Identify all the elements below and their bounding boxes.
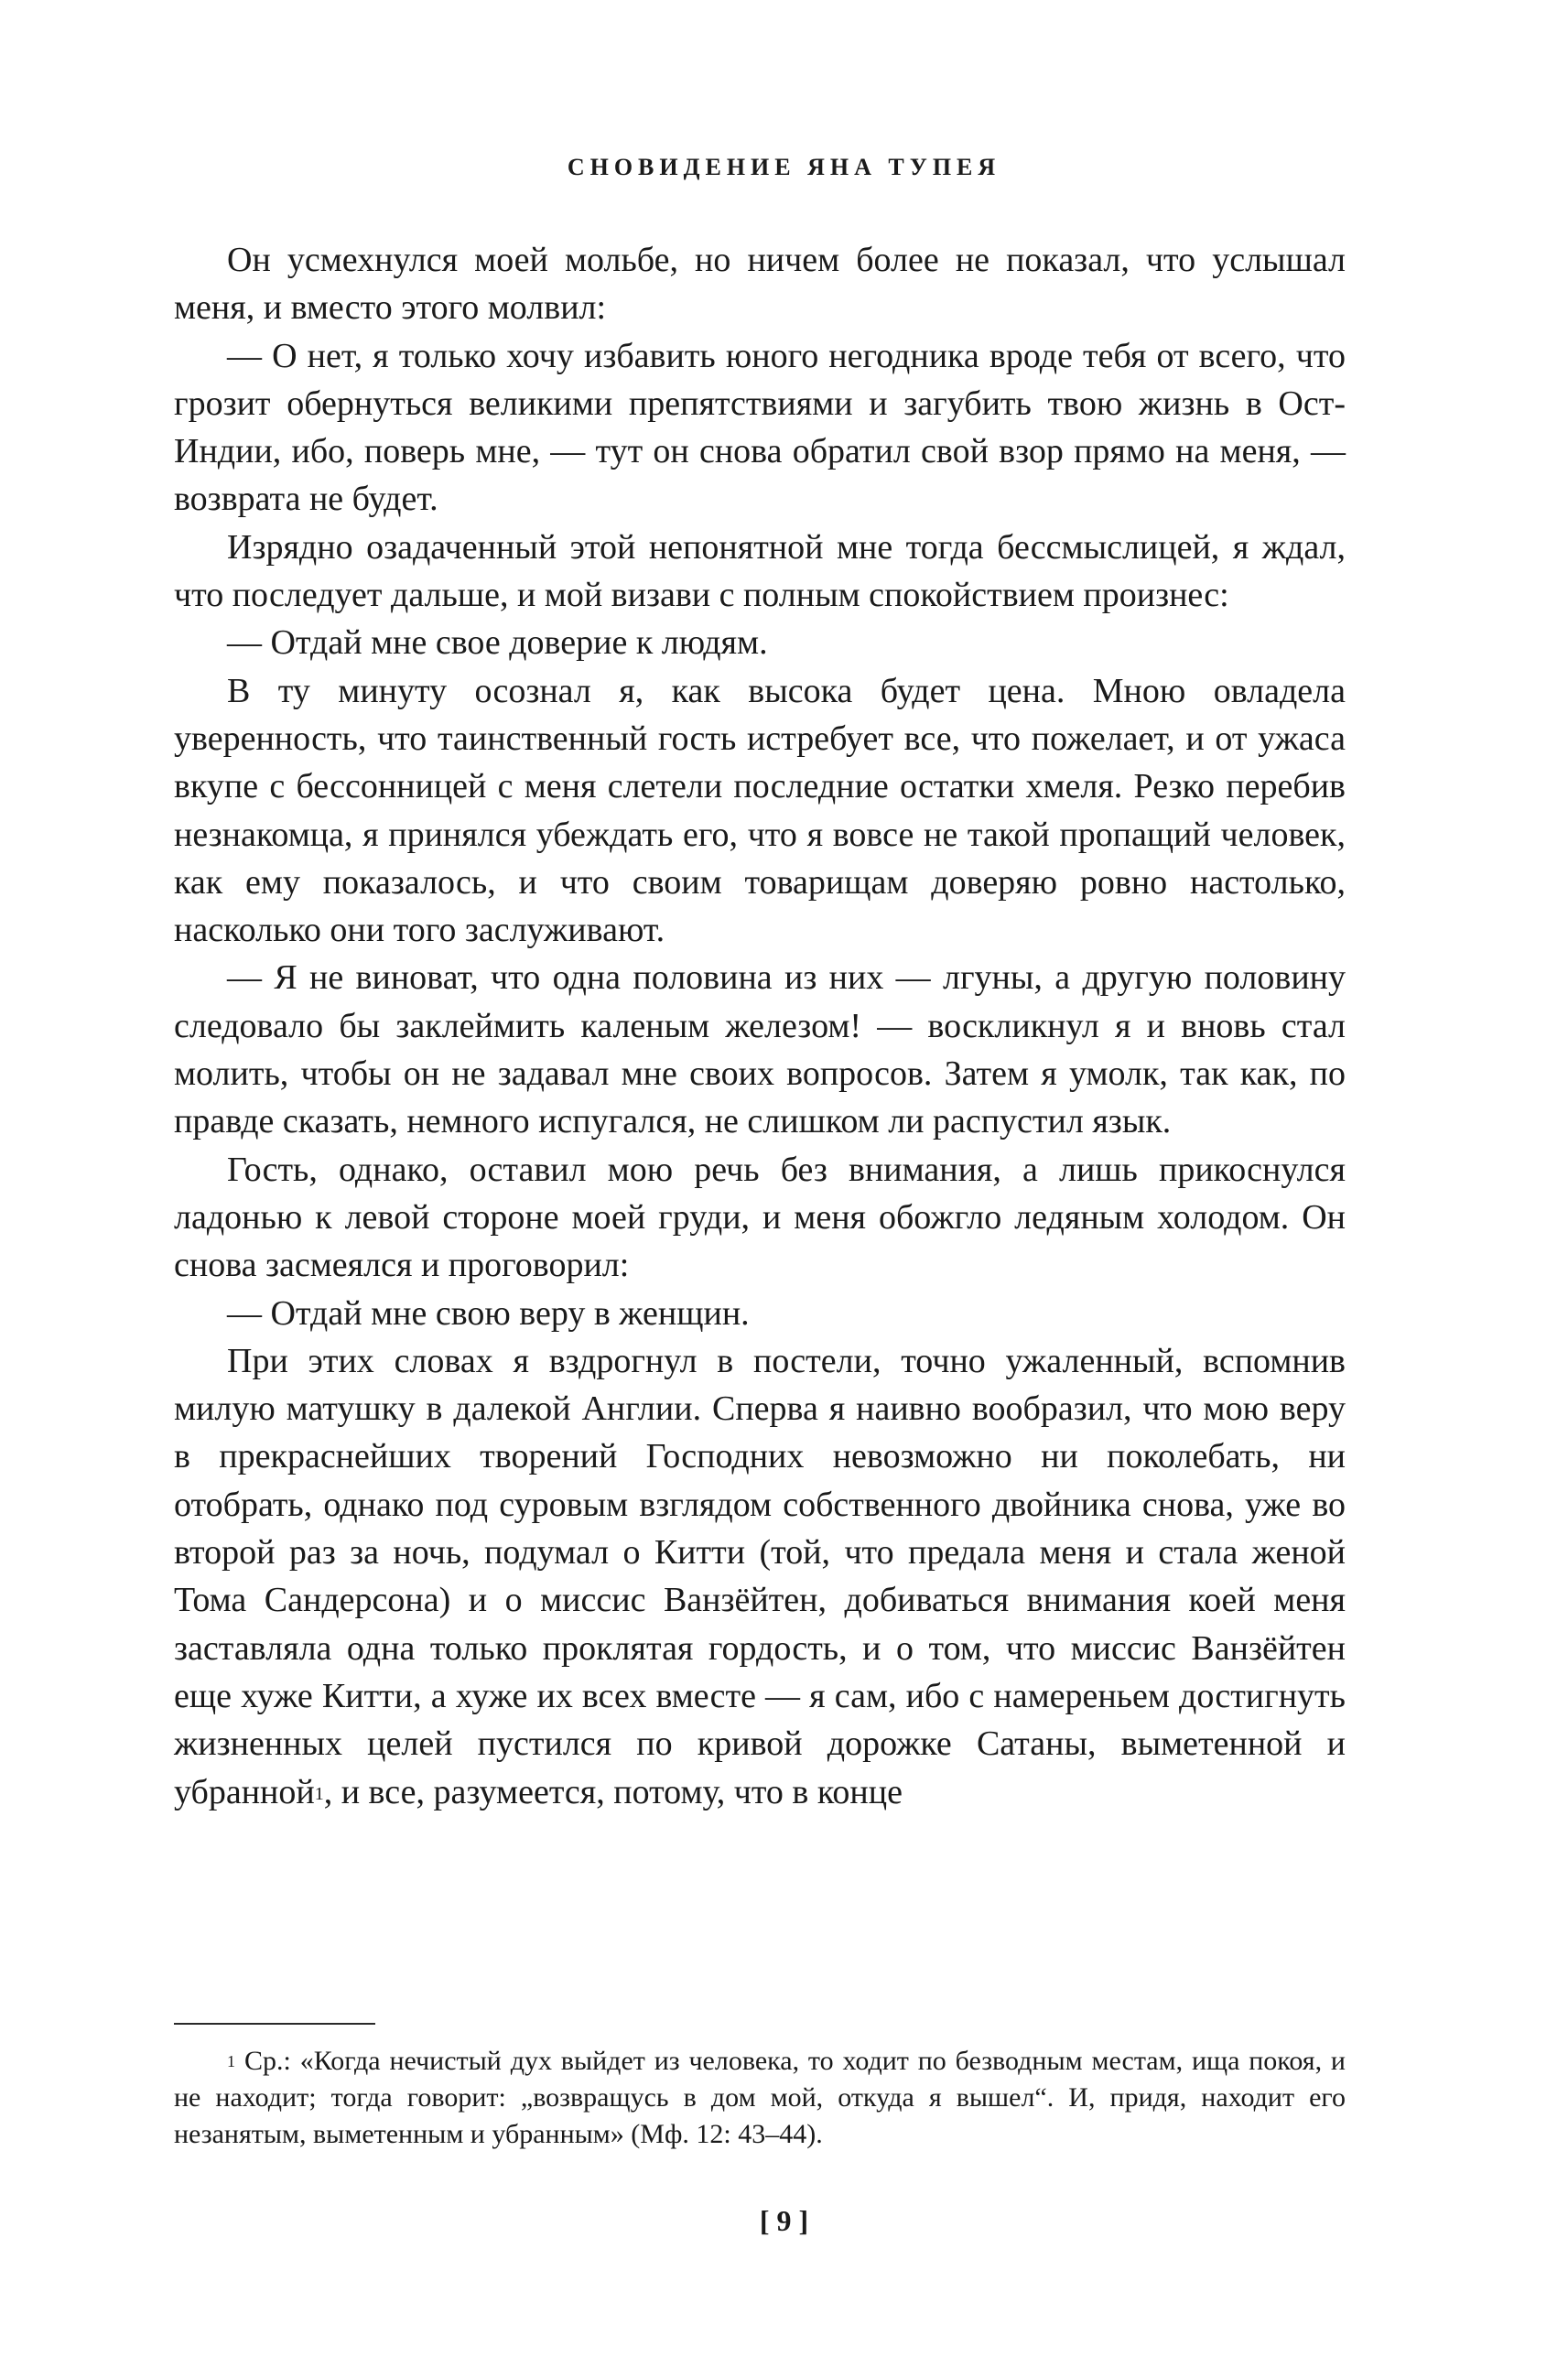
running-head: СНОВИДЕНИЕ ЯНА ТУПЕЯ	[567, 154, 1001, 180]
footnote-divider	[174, 2023, 375, 2025]
footnote	[174, 2043, 1346, 2153]
paragraph-text: , и все, разумеется, потому, что в конце	[323, 1772, 903, 1811]
paragraph-text: При этих словах я вздрогнул в постели, точно ужаленный, вспомнив милую матушку в далекой Англии. Сперва я наивно вообразил, что мою веру в прекраснейших творений Господних невозможно ни поколебать, ни отобрать, однако под суровым взглядом собственного двойника снова, уже во второй раз за ночь, подумал о Китти (той, что предала меня и стала женой Тома Сандерсона) и о миссис Ванзёйтен, добиваться внимания коей меня заставляла одна только проклятая гордость, и о том, что миссис Ванзёйтен еще хуже Китти, а хуже их всех вместе — я сам, ибо с намереньем достигнуть жизненных целей пустился по кривой дорожке Сатаны, выметенной и убранной	[174, 1341, 1346, 1811]
paragraph: — Отдай мне свое доверие к людям.	[227, 623, 768, 663]
paragraph: — Отдай мне свою веру в женщин.	[227, 1293, 750, 1333]
paragraph-last	[174, 1337, 1346, 1816]
footnote-reference[interactable]: 1	[314, 1783, 324, 1804]
paragraph: Изрядно озадаченный этой непонятной мне тогда бессмыслицей, я ждал, что последует дальше, и мой визави с полным спокойствием произнес:	[174, 527, 1346, 615]
paragraph: — Я не виноват, что одна половина из них — лгуны, а другую половину следовало бы заклеймить каленым железом! — воскликнул я и вновь стал молить, чтобы он не задавал мне своих вопросов. Затем я умолк, так как, по правде сказать, немного испугался, не слишком ли распустил язык.	[174, 958, 1346, 1141]
paragraph: Он усмехнулся моей мольбе, но ничем более не показал, что услышал меня, и вместо этого молвил:	[174, 241, 1346, 328]
footnote-marker: 1	[227, 2052, 235, 2070]
page-number: [ 9 ]	[759, 2204, 809, 2237]
paragraph: В ту минуту осознал я, как высока будет цена. Мною овладела уверенность, что таинственный гость истребует все, что пожелает, и от ужаса вкупе с бессонницей с меня слетели последние остатки хмеля. Резко перебив незнакомца, я принялся убеждать его, что я вовсе не такой пропащий человек, как ему показалось, и что своим товарищам доверяю ровно настолько, насколько они того заслуживают.	[174, 671, 1346, 950]
paragraph: Гость, однако, оставил мою речь без внимания, а лишь прикоснулся ладонью к левой стороне моей груди, и меня обожгло ледяным холодом. Он снова засмеялся и проговорил:	[174, 1150, 1346, 1285]
footnote-paragraph	[174, 2043, 1346, 2153]
body-text	[174, 236, 1346, 1816]
paragraph: — О нет, я только хочу избавить юного негодника вроде тебя от всего, что грозит обернуться великими препятствиями и загубить твою жизнь в Ост-Индии, ибо, поверь мне, — тут он снова обратил свой взор прямо на меня, — возврата не будет.	[174, 336, 1346, 519]
footnote-text: Ср.: «Когда нечистый дух выйдет из человека, то ходит по безводным местам, ища покоя, и не находит; тогда говорит: „возвращусь в дом мой, откуда я вышел“. И, придя, находит его незанятым, выметенным и убранным» (Мф. 12: 43–44).	[174, 2046, 1346, 2149]
